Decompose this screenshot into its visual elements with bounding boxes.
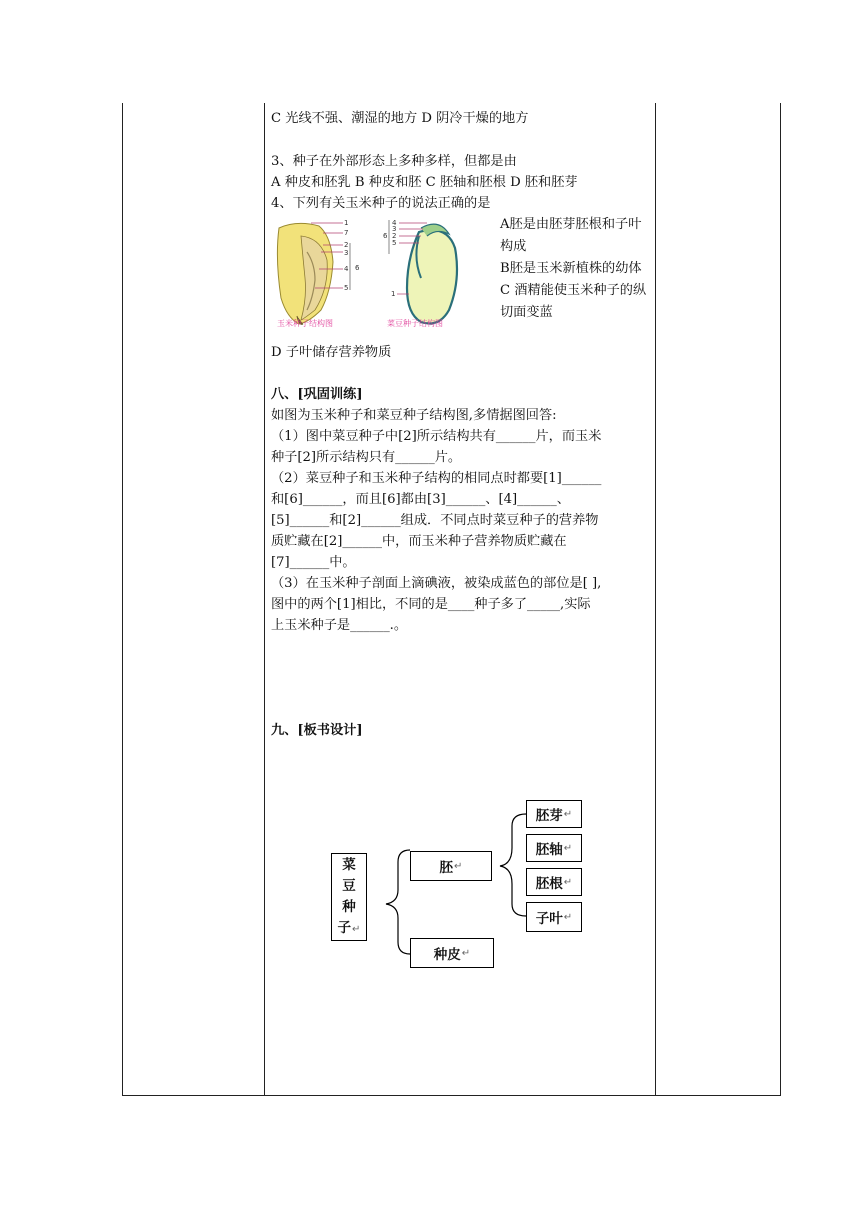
practice-q2-line-5: [7]______中。 bbox=[271, 555, 356, 570]
practice-q1-line-2: 种子[2]所示结构只有______片。 bbox=[271, 450, 462, 465]
node-plumule: 胚芽 ↵ bbox=[526, 800, 582, 828]
bean-seed-image bbox=[407, 224, 457, 323]
node-cotyledon: 子叶 ↵ bbox=[526, 902, 582, 932]
node-hypocotyl: 胚轴 ↵ bbox=[526, 834, 582, 862]
return-mark: ↵ bbox=[352, 923, 361, 935]
section-8-intro: 如图为玉米种子和菜豆种子结构图,多情据图回答: bbox=[271, 408, 557, 423]
question-4-option-a: A胚是由胚芽胚根和子叶构成 bbox=[500, 217, 642, 254]
root-node-bean-seed: 菜 豆 种 子↵ bbox=[331, 853, 367, 941]
question-4-option-c: C 酒精能使玉米种子的纵切面变蓝 bbox=[500, 283, 647, 320]
corn-label-3: 3 bbox=[344, 249, 349, 257]
corn-label-1: 1 bbox=[344, 219, 349, 227]
question-3-options: A 种皮和胚乳 B 种皮和胚 C 胚轴和胚根 D 胚和胚芽 bbox=[271, 175, 578, 190]
practice-q3-line-3: 上玉米种子是______.。 bbox=[271, 618, 408, 633]
question-4-option-b: B胚是玉米新植株的幼体 bbox=[500, 261, 642, 276]
column-divider-right bbox=[655, 103, 656, 1095]
corn-label-7: 7 bbox=[344, 229, 349, 237]
corn-seed-image bbox=[277, 223, 333, 324]
practice-q2-line-1: （2）菜豆种子和玉米种子结构的相同点时都要[1]______ bbox=[271, 471, 602, 486]
question-4-option-d: D 子叶储存营养物质 bbox=[271, 345, 392, 360]
seed-structure-figure bbox=[271, 218, 497, 330]
bean-label-3: 3 bbox=[392, 225, 397, 233]
corn-caption: 玉米种子结构图 bbox=[277, 319, 333, 328]
main-content-column bbox=[271, 108, 653, 741]
node-radicle: 胚根 ↵ bbox=[526, 868, 582, 896]
corn-label-2: 2 bbox=[344, 241, 349, 249]
bean-caption: 菜豆种子结构图 bbox=[387, 319, 443, 328]
bean-label-5: 5 bbox=[392, 239, 397, 247]
column-divider-left bbox=[264, 103, 265, 1095]
node-embryo: 胚 ↵ bbox=[410, 851, 492, 881]
section-8-title: 八、[巩固训练] bbox=[271, 387, 363, 402]
corn-label-5: 5 bbox=[344, 284, 349, 292]
practice-q3-line-1: （3）在玉米种子剖面上滴碘液，被染成蓝色的部位是[ ], bbox=[271, 576, 602, 591]
corn-label-4: 4 bbox=[344, 265, 349, 273]
bean-label-6: 6 bbox=[383, 232, 388, 240]
corn-label-6: 6 bbox=[355, 264, 360, 272]
question-4-side-options bbox=[500, 214, 652, 324]
practice-q3-line-2: 图中的两个[1]相比，不同的是____种子多了_____,实际 bbox=[271, 597, 591, 612]
question-4-figure-row bbox=[271, 214, 653, 342]
bean-label-4: 4 bbox=[392, 219, 397, 227]
practice-q2-line-3: [5]______和[2]______组成．不同点时菜豆种子的营养物 bbox=[271, 513, 599, 528]
practice-q2-line-2: 和[6]______，而且[6]都由[3]______、[4]______、 bbox=[271, 492, 570, 507]
question-4-stem: 4、下列有关玉米种子的说法正确的是 bbox=[271, 196, 491, 211]
bean-label-2: 2 bbox=[392, 232, 397, 240]
practice-q1-line-1: （1）图中菜豆种子中[2]所示结构共有______片，而玉米 bbox=[271, 429, 602, 444]
practice-q2-line-4: 质贮藏在[2]______中，而玉米种子营养物质贮藏在 bbox=[271, 534, 567, 549]
node-seed-coat: 种皮 ↵ bbox=[410, 938, 494, 968]
blackboard-design-diagram bbox=[300, 790, 600, 980]
question-2-options-cd: C 光线不强、潮湿的地方 D 阴冷干燥的地方 bbox=[271, 111, 529, 126]
question-3-stem: 3、种子在外部形态上多种多样，但都是由 bbox=[271, 154, 517, 169]
bean-label-1: 1 bbox=[391, 290, 396, 298]
section-9-title: 九、[板书设计] bbox=[271, 723, 363, 738]
